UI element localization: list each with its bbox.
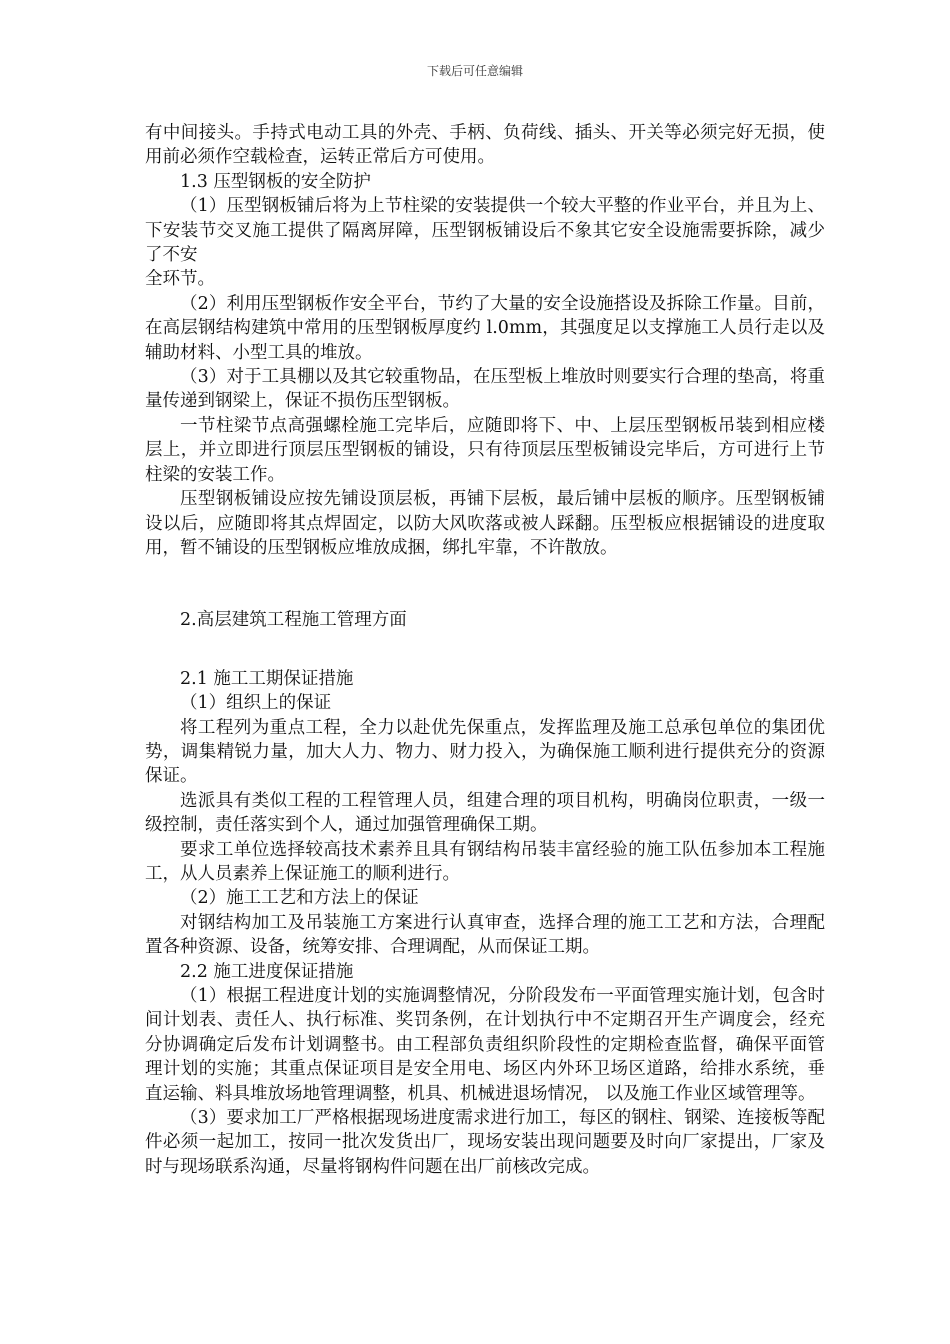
section-heading-1-3: 1.3 压型钢板的安全防护 bbox=[180, 171, 371, 192]
paragraph: 要求工单位选择较高技术素养且具有钢结构吊装丰富经验的施工队伍参加本工程施工，从人员素养上保证施工的顺利进行。 bbox=[145, 839, 825, 884]
paragraph: 对钢结构加工及吊装施工方案进行认真审查，选择合理的施工工艺和方法，合理配置各种资源、设备，统筹安排、合理调配，从而保证工期。 bbox=[145, 912, 825, 958]
paragraph: 将工程列为重点工程，全力以赴优先保重点，发挥监理及施工总承包单位的集团优势，调集精锐力量，加大人力、物力、财力投入，为确保施工顺利进行提供充分的资源保证。 bbox=[145, 717, 825, 787]
subsection-heading: （1）组织上的保证 bbox=[180, 693, 332, 714]
paragraph: 全环节。 bbox=[145, 269, 215, 290]
section-heading-2-1: 2.1 施工工期保证措施 bbox=[180, 668, 354, 689]
paragraph: 一节柱梁节点高强螺栓施工完毕后，应随即将下、中、上层压型钢板吊装到相应楼层上，并立即进行顶层压型钢板的铺设，只有待顶层压型板铺设完毕后，方可进行上节柱梁的安装工作。 bbox=[145, 415, 825, 485]
paragraph: 压型钢板铺设应按先铺设顶层板，再铺下层板，最后铺中层板的顺序。压型钢板铺设以后，应随即将其点焊固定，以防大风吹落或被人踩翻。压型板应根据铺设的进度取用，暂不铺设的压型钢板应堆放成捆，绑扎牢靠，不许散放。 bbox=[145, 489, 825, 558]
spacer bbox=[145, 633, 825, 667]
page-header: 下载后可任意编辑 bbox=[426, 64, 523, 78]
paragraph: （1）根据工程进度计划的实施调整情况，分阶段发布一平面管理实施计划，包含时间计划表、责任人、执行标准、奖罚条例，在计划执行中不定期召开生产调度会，经充分协调确定后发布计划调整书。由工程部负责组织阶段性的定期检查监督，确保平面管理计划的实施；其重点保证项目是安全用电、场区内外环卫场区道路，给排水系统，垂直运输、料具堆放场地管理调整，机具、机械进退场情况， 以及施工作业区域管理等。 bbox=[145, 986, 825, 1104]
paragraph: （2）利用压型钢板作安全平台，节约了大量的安全设施搭设及拆除工作量。目前，在高层钢结构建筑中常用的压型钢板厚度约 l.0mm，其强度足以支撑施工人员行走以及辅助材料、小型工具的堆放。 bbox=[145, 293, 825, 363]
subsection-heading: （2）施工工艺和方法上的保证 bbox=[180, 888, 419, 909]
paragraph: 有中间接头。手持式电动工具的外壳、手柄、负荷线、插头、开关等必须完好无损，使用前必须作空载检查，运转正常后方可使用。 bbox=[145, 123, 825, 168]
section-heading-2: 2.高层建筑工程施工管理方面 bbox=[180, 610, 407, 631]
paragraph: （1）压型钢板铺后将为上节柱梁的安装提供一个较大平整的作业平台，并且为上、下安装节交叉施工提供了隔离屏障，压型钢板铺设后不象其它安全设施需要拆除，减少了不安 bbox=[145, 196, 825, 266]
spacer bbox=[145, 560, 825, 608]
paragraph: （3）要求加工厂严格根据现场进度需求进行加工，每区的钢柱、钢梁、连接板等配件必须一起加工，按同一批次发货出厂，现场安装出现问题要及时向厂家提出，厂家及时与现场联系沟通，尽量将钢构件问题在出厂前核改完成。 bbox=[145, 1108, 825, 1177]
document-body bbox=[145, 121, 825, 1179]
paragraph: 选派具有类似工程的工程管理人员，组建合理的项目机构，明确岗位职责，一级一级控制，责任落实到个人，通过加强管理确保工期。 bbox=[145, 790, 825, 836]
paragraph: （3）对于工具棚以及其它较重物品，在压型板上堆放时则要实行合理的垫高，将重量传递到钢梁上，保证不损伤压型钢板。 bbox=[145, 367, 825, 412]
section-heading-2-2: 2.2 施工进度保证措施 bbox=[180, 961, 354, 982]
